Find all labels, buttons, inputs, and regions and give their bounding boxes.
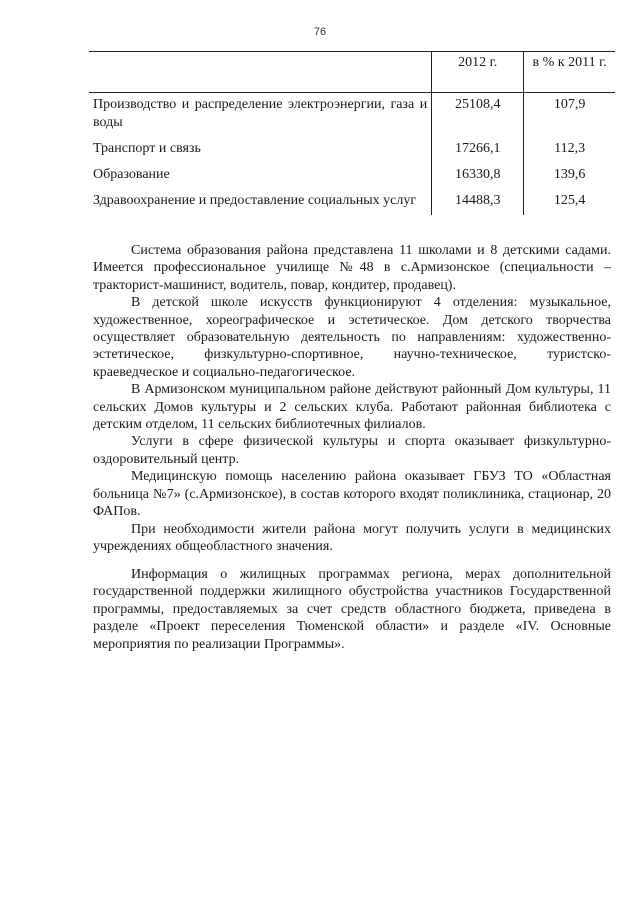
housing-info-text (93, 566, 611, 653)
row-value-2012: 25108,4 (432, 93, 524, 138)
row-percent: 107,9 (524, 93, 615, 138)
row-percent: 125,4 (524, 189, 615, 215)
table-header-percent: в % к 2011 г. (524, 52, 615, 93)
table-header-year: 2012 г. (432, 52, 524, 93)
row-value-2012: 17266,1 (432, 137, 524, 163)
row-name: Производство и распределение электроэнергии, газа и воды (93, 97, 428, 130)
row-value-2012: 16330,8 (432, 163, 524, 189)
table-row (89, 163, 615, 189)
table-row (89, 189, 615, 215)
body-text (93, 242, 611, 555)
row-name: Транспорт и связь (93, 141, 201, 156)
page-number: 76 (313, 26, 327, 38)
row-percent: 139,6 (524, 163, 615, 189)
table-row (89, 93, 615, 138)
paragraph-medicine: Медицинскую помощь населению района оказывает ГБУЗ ТО «Областная больница №7» (с.Армизонское), в состав которого входят поликлиника, стационар, 20 ФАПов. (93, 469, 611, 520)
table-header-row (89, 52, 615, 93)
paragraph-art-school: В детской школе искусств функционируют 4 отделения: музыкальное, художественное, хореографическое и эстетическое. Дом детского творчества осуществляет образовательную деятельность по направлениям: художественно-эстетическое, физкультурно-спортивное, научно-техническое, туристско-краеведческое и социально-педагогическое. (93, 295, 611, 380)
row-percent: 112,3 (524, 137, 615, 163)
paragraph-education: Система образования района представлена 11 школами и 8 детскими садами. Имеется профессиональное училище №48 в с.Армизонское (специальности – тракторист-машинист, водитель, повар, кондитер, продавец). (93, 243, 611, 293)
table-row (89, 137, 615, 163)
paragraph-sport: Услуги в сфере физической культуры и спорта оказывает физкультурно-оздоровительный центр. (93, 434, 611, 467)
row-name: Образование (93, 167, 170, 182)
paragraph-culture: В Армизонском муниципальном районе действуют районный Дом культуры, 11 сельских Домов культуры и 2 сельских клуба. Работают районная библиотека с детским отделом, 11 сельских библиотечных филиалов. (93, 382, 611, 433)
table-header-name (89, 52, 432, 93)
statistics-table (89, 51, 615, 215)
paragraph-regional-services: При необходимости жители района могут получить услуги в медицинских учреждениях общеобластного значения. (93, 521, 611, 554)
paragraph-housing: Информация о жилищных программах региона, мерах дополнительной государственной поддержки жилищного обустройства участников Государственной программы, предоставляемых за счет средств областного бюджета, приведена в разделе «Проект переселения Тюменской области» и разделе «IV. Основные мероприятия по реализации Программы». (93, 567, 611, 652)
row-name: Здравоохранение и предоставление социальных услуг (93, 193, 417, 208)
row-value-2012: 14488,3 (432, 189, 524, 215)
